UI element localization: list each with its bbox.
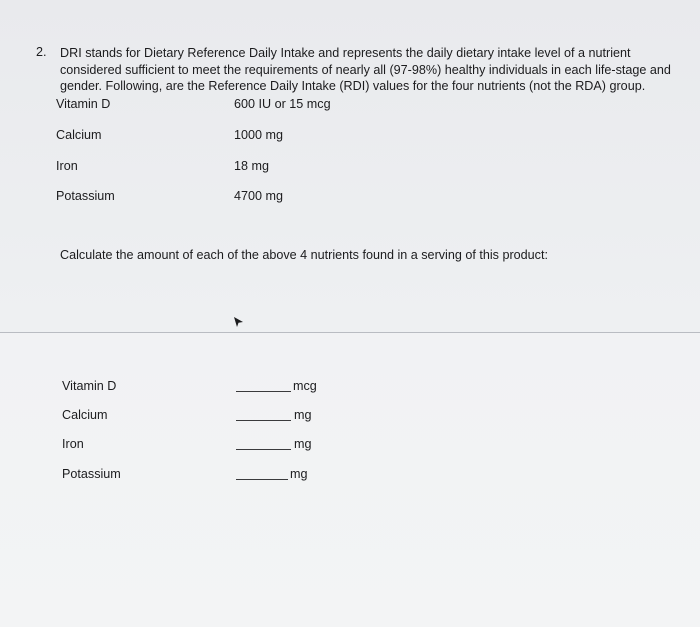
answer-label-potassium: Potassium — [62, 467, 121, 481]
rdi-label-calcium: Calcium — [56, 128, 102, 142]
rdi-label-potassium: Potassium — [56, 189, 115, 203]
answer-unit-vitamin-d: mcg — [293, 379, 317, 393]
answer-blank-vitamin-d[interactable] — [236, 391, 291, 392]
calculate-prompt: Calculate the amount of each of the above 4 nutrients found in a serving of this product: — [60, 248, 548, 262]
rdi-label-iron: Iron — [56, 159, 78, 173]
answer-label-calcium: Calcium — [62, 408, 108, 422]
arrow-cursor-icon — [232, 316, 244, 328]
rdi-value-iron: 18 mg — [234, 159, 270, 173]
question-number: 2. — [36, 45, 47, 59]
question-text: DRI stands for Dietary Reference Daily Intake and represents the daily dietary intake level of a nutrient considered sufficient to meet the requirements of nearly all (97-98%) healthy individuals in each life-stage and gender. Following, are the Reference Daily Intake (RDI) values for the four nutrients (not the RDA) group. — [60, 46, 671, 93]
rdi-value-calcium: 1000 mg — [234, 128, 284, 142]
rdi-label-vitamin-d: Vitamin D — [56, 97, 111, 111]
answer-label-vitamin-d: Vitamin D — [62, 379, 117, 393]
answer-blank-calcium[interactable] — [236, 420, 291, 421]
answer-unit-iron: mg — [294, 437, 312, 451]
answer-unit-calcium: mg — [294, 408, 312, 422]
answer-label-iron: Iron — [62, 437, 84, 451]
rdi-value-potassium: 4700 mg — [234, 189, 284, 203]
answer-blank-potassium[interactable] — [236, 479, 288, 480]
rdi-value-vitamin-d: 600 IU or 15 mcg — [234, 97, 331, 111]
answer-blank-iron[interactable] — [236, 449, 291, 450]
answer-unit-potassium: mg — [290, 467, 308, 481]
